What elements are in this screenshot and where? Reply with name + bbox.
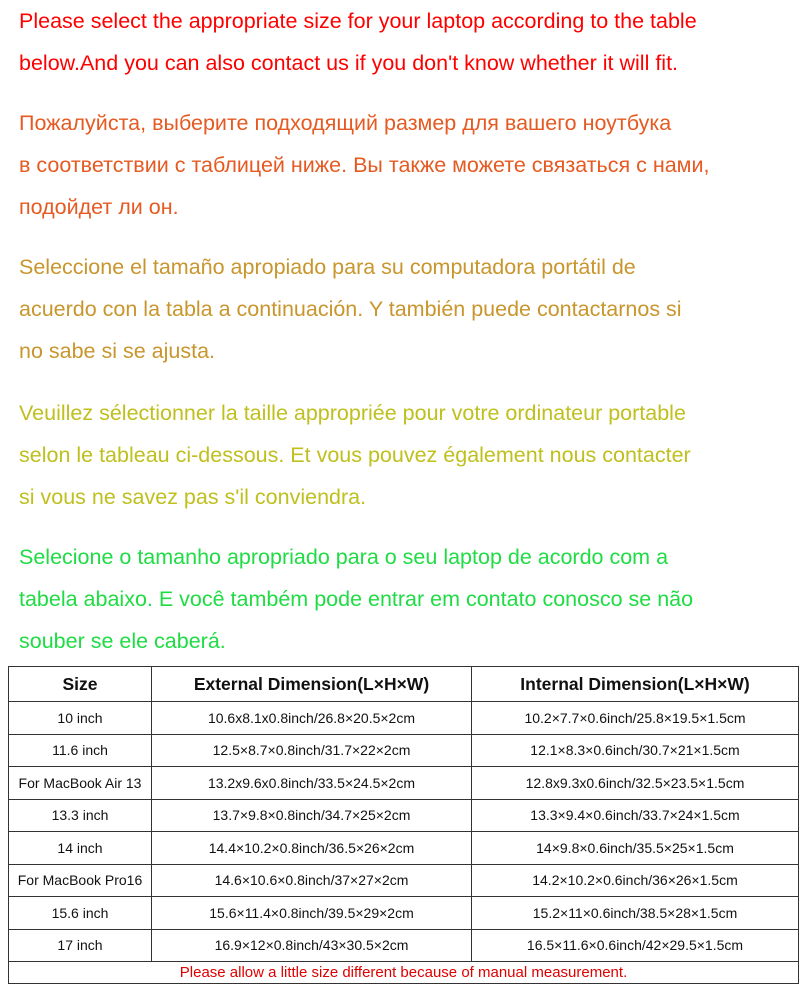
internal-cell: 16.5×11.6×0.6inch/42×29.5×1.5cm	[472, 929, 799, 962]
text-line: si vous ne savez pas s'il conviendra.	[19, 485, 367, 509]
instruction-english	[19, 0, 697, 84]
text-line: подойдет ли он.	[19, 195, 179, 219]
instruction-portuguese	[19, 536, 693, 662]
size-cell: For MacBook Air 13	[9, 767, 152, 800]
size-cell: For MacBook Pro16	[9, 864, 152, 897]
table-row	[9, 767, 799, 800]
text-line: acuerdo con la tabla a continuación. Y también puede contactarnos si	[19, 297, 682, 321]
size-cell: 15.6 inch	[9, 897, 152, 930]
internal-cell: 15.2×11×0.6inch/38.5×28×1.5cm	[472, 897, 799, 930]
external-cell: 15.6×11.4×0.8inch/39.5×29×2cm	[152, 897, 472, 930]
header-external: External Dimension(L×H×W)	[152, 667, 472, 702]
size-cell: 13.3 inch	[9, 799, 152, 832]
instruction-french	[19, 392, 691, 518]
external-cell: 10.6x8.1x0.8inch/26.8×20.5×2cm	[152, 702, 472, 735]
instruction-spanish	[19, 246, 682, 372]
text-line: Пожалуйста, выберите подходящий размер для вашего ноутбука	[19, 111, 672, 135]
text-line: souber se ele caberá.	[19, 629, 226, 653]
internal-cell: 14×9.8×0.6inch/35.5×25×1.5cm	[472, 832, 799, 865]
header-internal: Internal Dimension(L×H×W)	[472, 667, 799, 702]
external-cell: 13.2x9.6x0.8inch/33.5×24.5×2cm	[152, 767, 472, 800]
table-header-row	[9, 667, 799, 702]
measurement-note: Please allow a little size different because of manual measurement.	[9, 962, 799, 984]
internal-cell: 13.3×9.4×0.6inch/33.7×24×1.5cm	[472, 799, 799, 832]
external-cell: 14.6×10.6×0.8inch/37×27×2cm	[152, 864, 472, 897]
size-cell: 14 inch	[9, 832, 152, 865]
external-cell: 14.4×10.2×0.8inch/36.5×26×2cm	[152, 832, 472, 865]
instruction-russian	[19, 102, 709, 228]
size-cell: 17 inch	[9, 929, 152, 962]
table-row	[9, 929, 799, 962]
text-line: Selecione o tamanho apropriado para o seu laptop de acordo com a	[19, 545, 669, 569]
internal-cell: 14.2×10.2×0.6inch/36×26×1.5cm	[472, 864, 799, 897]
table-row	[9, 864, 799, 897]
table-row	[9, 897, 799, 930]
table-row	[9, 832, 799, 865]
size-cell: 11.6 inch	[9, 734, 152, 767]
external-cell: 16.9×12×0.8inch/43×30.5×2cm	[152, 929, 472, 962]
header-size: Size	[9, 667, 152, 702]
text-line: в соответствии с таблицей ниже. Вы также можете связаться с нами,	[19, 153, 710, 177]
internal-cell: 12.1×8.3×0.6inch/30.7×21×1.5cm	[472, 734, 799, 767]
table-row	[9, 734, 799, 767]
size-table	[8, 666, 799, 984]
external-cell: 12.5×8.7×0.8inch/31.7×22×2cm	[152, 734, 472, 767]
size-cell: 10 inch	[9, 702, 152, 735]
text-line: selon le tableau ci-dessous. Et vous pouvez également nous contacter	[19, 443, 691, 467]
text-line: tabela abaixo. E você também pode entrar em contato conosco se não	[19, 587, 694, 611]
table-row	[9, 799, 799, 832]
text-line: Please select the appropriate size for your laptop according to the table	[19, 9, 697, 33]
text-line: Veuillez sélectionner la taille appropriée pour votre ordinateur portable	[19, 401, 686, 425]
text-line: below.And you can also contact us if you don't know whether it will fit.	[19, 51, 679, 75]
external-cell: 13.7×9.8×0.8inch/34.7×25×2cm	[152, 799, 472, 832]
internal-cell: 10.2×7.7×0.6inch/25.8×19.5×1.5cm	[472, 702, 799, 735]
table-row	[9, 702, 799, 735]
text-line: no sabe si se ajusta.	[19, 339, 216, 363]
internal-cell: 12.8x9.3x0.6inch/32.5×23.5×1.5cm	[472, 767, 799, 800]
note-row	[9, 962, 799, 984]
text-line: Seleccione el tamaño apropiado para su computadora portátil de	[19, 255, 636, 279]
